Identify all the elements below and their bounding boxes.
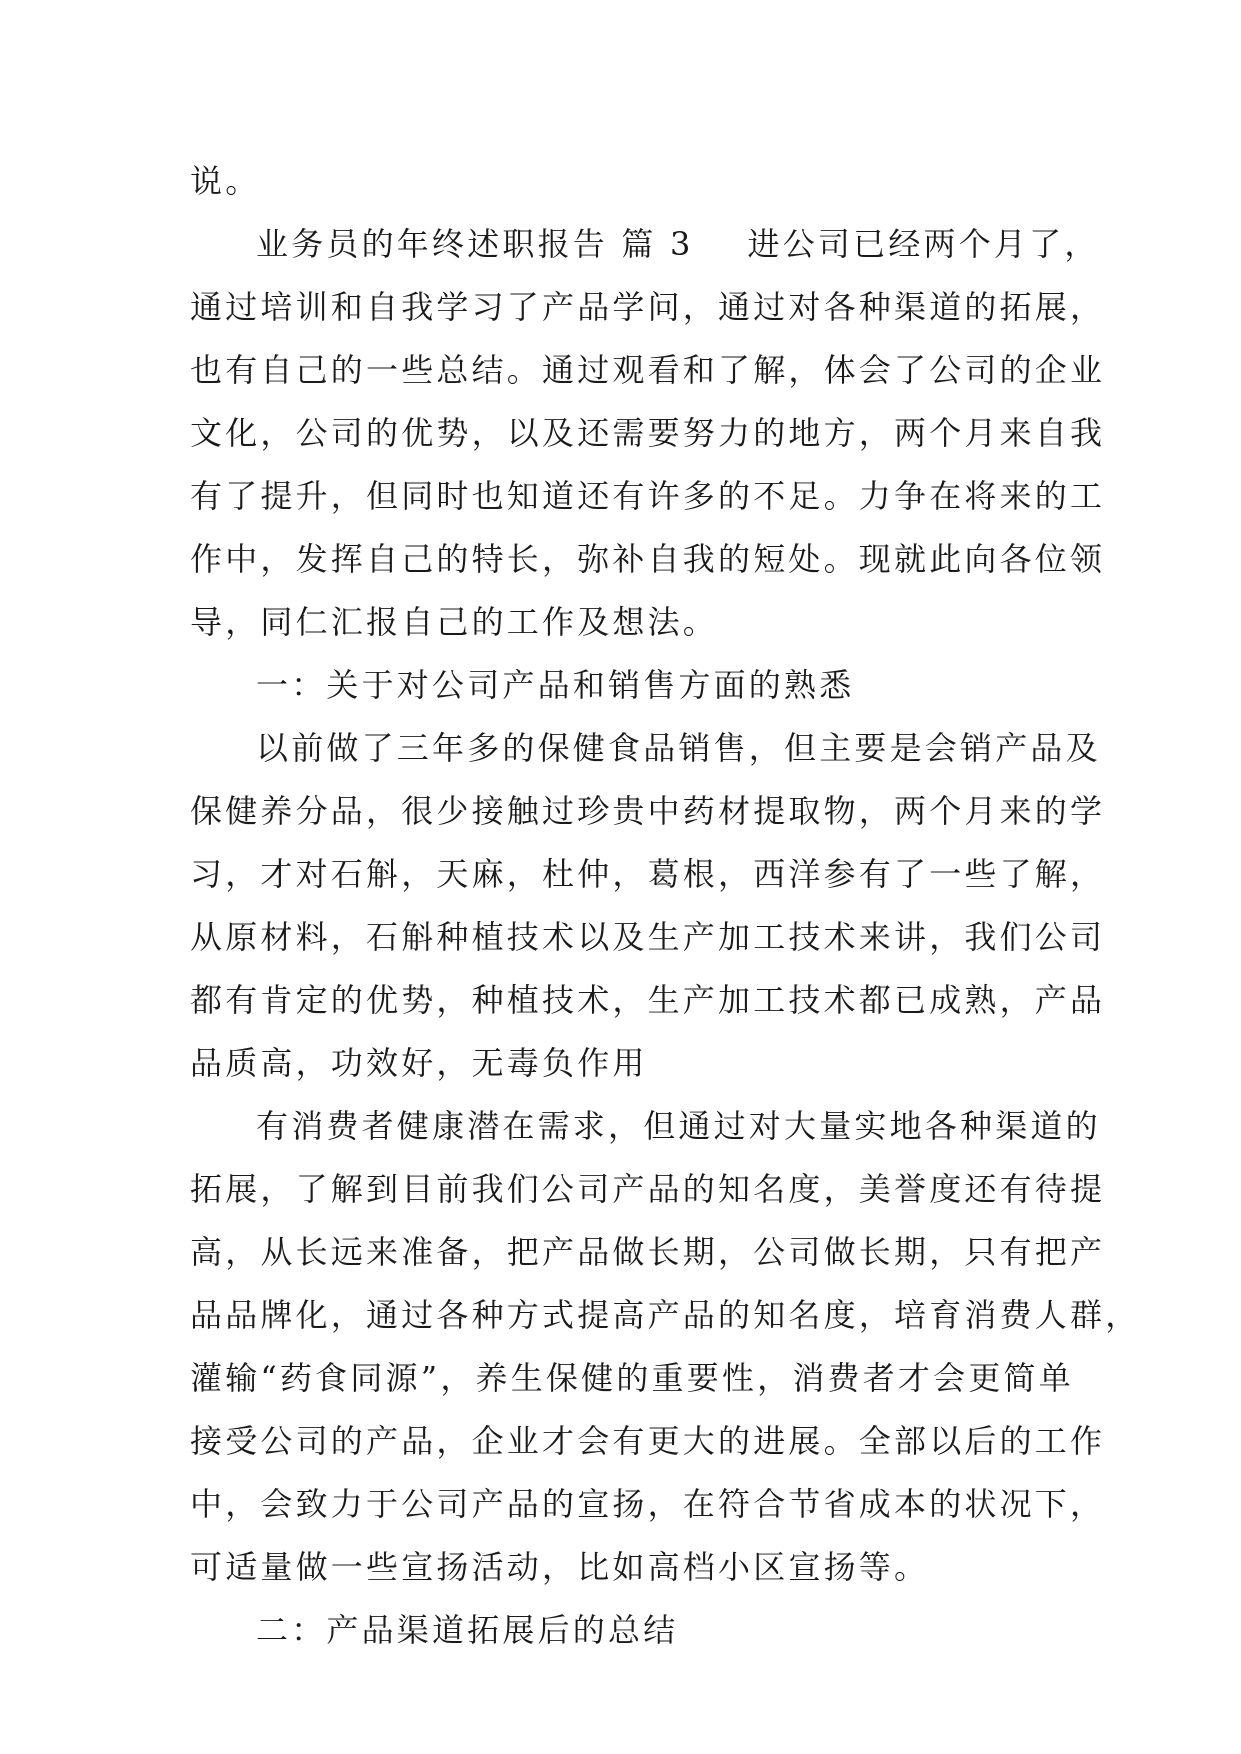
text-line: 品质高，功效好，无毒负作用: [190, 1044, 648, 1082]
paragraph-first-line: 以前做了三年多的保健食品销售，但主要是会销产品及: [256, 729, 1101, 767]
text-line: 都有肯定的优势，种植技术，生产加工技术都已成熟，产品: [190, 981, 1106, 1019]
text-line: 灌输“药食同源”，养生保健的重要性，消费者才会更简单: [190, 1359, 1074, 1397]
subheading-line: 一：关于对公司产品和销售方面的熟悉: [256, 666, 855, 704]
text-line: 作中，发挥自己的特长，弥补自我的短处。现就此向各位领: [190, 540, 1106, 578]
text-line: 拓展，了解到目前我们公司产品的知名度，美誉度还有待提: [190, 1170, 1106, 1208]
text-segment: 进公司已经两个月了，: [747, 225, 1100, 263]
text-line: 中，会致力于公司产品的宣扬，在符合节省成本的状况下，: [190, 1485, 1106, 1523]
document-body: [190, 150, 1141, 1662]
section-heading-line: [190, 213, 1100, 276]
text-line: 品品牌化，通过各种方式提高产品的知名度，培育消费人群，: [190, 1296, 1141, 1334]
subheading-line: 二：产品渠道拓展后的总结: [256, 1611, 679, 1649]
text-line: 可适量做一些宣扬活动，比如高档小区宣扬等。: [190, 1548, 930, 1586]
text-line: 从原材料，石斛种植技术以及生产加工技术来讲，我们公司: [190, 918, 1106, 956]
paragraph-first-line: 有消费者健康潜在需求，但通过对大量实地各种渠道的: [256, 1107, 1101, 1145]
text-line: 导，同仁汇报自己的工作及想法。: [190, 603, 719, 641]
text-line: 也有自己的一些总结。通过观看和了解，体会了公司的企业: [190, 351, 1106, 389]
section-title: 业务员的年终述职报告 篇 3: [256, 225, 694, 263]
text-line: 接受公司的产品，企业才会有更大的进展。全部以后的工作: [190, 1422, 1106, 1460]
text-line: 通过培训和自我学习了产品学问，通过对各种渠道的拓展，: [190, 288, 1106, 326]
text-line: 有了提升，但同时也知道还有许多的不足。力争在将来的工: [190, 477, 1106, 515]
text-line: 文化，公司的优势，以及还需要努力的地方，两个月来自我: [190, 414, 1106, 452]
text-line: 保健养分品，很少接触过珍贵中药材提取物，两个月来的学: [190, 792, 1106, 830]
text-line: 高，从长远来准备，把产品做长期，公司做长期，只有把产: [190, 1233, 1106, 1271]
text-line: 说。: [190, 162, 261, 200]
text-line: 习，才对石斛，天麻，杜仲，葛根，西洋参有了一些了解，: [190, 855, 1106, 893]
